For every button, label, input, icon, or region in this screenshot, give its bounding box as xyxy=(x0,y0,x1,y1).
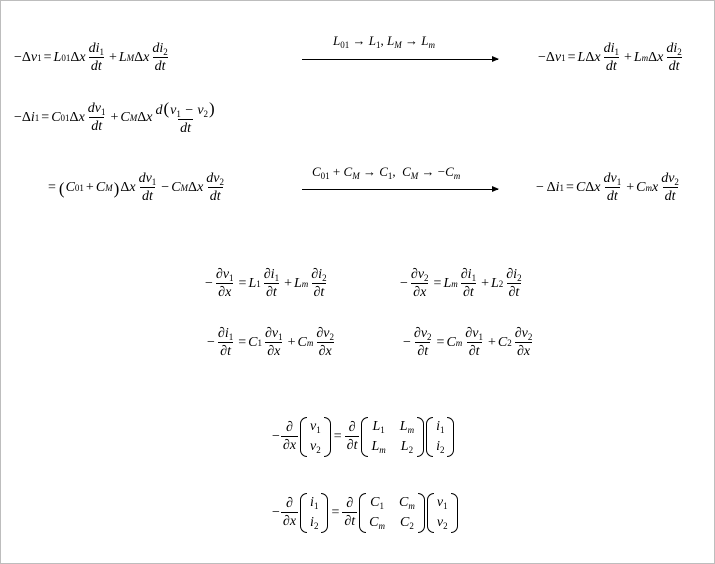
transform-arrow-1 xyxy=(302,59,498,60)
eq-matrix-voltage: − ∂ ∂x $v_1$ $v_2$ = ∂ ∂t $L_1$ $L_m$ $L_m$ $L_2$ $i_1$ $i_2$ xyxy=(272,417,455,457)
eq-di1-original: −Δ i 1 = C 01 Δ x $dv_1$ dt + C M Δ x $d(v_1 - v_2)$ dt xyxy=(14,99,215,136)
matrix-i: $i_1$ $i_2$ xyxy=(426,417,454,457)
eq-dv1-transformed: −Δ v 1 = L Δ x $di_1$ dt + L m Δ x $di_2$ dt xyxy=(538,41,682,74)
eq-matrix-current: − ∂ ∂x $i_1$ $i_2$ = ∂ ∂t $C_1$ $C_m$ $C_m$ $C_2$ $v_1$ $v_2$ xyxy=(272,493,459,533)
matrix-v2: $v_1$ $v_2$ xyxy=(427,493,458,533)
matrix-C: $C_1$ $C_m$ $C_m$ $C_2$ xyxy=(359,493,425,533)
eq-dv1-original: −Δ v 1 = L 01 Δ x $di_1$ dt + L M Δ x $di_2$ dt xyxy=(14,41,168,74)
eq-di1-expanded: = ( C 01 + C M ) Δ x $dv_1$ dt − C M Δ x $dv_2$ dt xyxy=(48,171,224,204)
eq-pde-i1: − $\frac{\partial i_1}{\partial t}$ = C 1 $\partial v_1$ ∂x + C m $\partial v_2$ ∂x xyxy=(207,326,334,359)
transform-label-2: $C_{01} + C_M \to C_1$, $C_M \to -C_m$ xyxy=(312,164,461,181)
eq-pde-i2: − $\frac{\partial v_2}{\partial t}$ = C m $\partial v_1$ ∂t + C 2 $\partial v_2$ ∂x xyxy=(403,326,533,359)
eq-di1-transformed: − Δ i 1 = C Δ x $dv_1$ dt + C m x $dv_2$ dt xyxy=(536,171,679,204)
transform-label-1: $L_{01} \to L_1$, $L_M \to L_m$ xyxy=(333,33,435,50)
transform-arrow-2 xyxy=(302,189,498,190)
eq-pde-v1: − $\frac{\partial v_1}{\partial x}$ = L 1 $\partial i_1$ ∂t + L m $\partial i_2$ ∂t xyxy=(205,267,327,300)
matrix-v: $v_1$ $v_2$ xyxy=(300,417,331,457)
eq-pde-v2: − $\frac{\partial v_2}{\partial x}$ = L m $\partial i_1$ ∂t + L 2 $\partial i_2$ ∂t xyxy=(400,267,522,300)
matrix-i2: $i_1$ $i_2$ xyxy=(300,493,328,533)
matrix-L: $L_1$ $L_m$ $L_m$ $L_2$ xyxy=(361,417,424,457)
